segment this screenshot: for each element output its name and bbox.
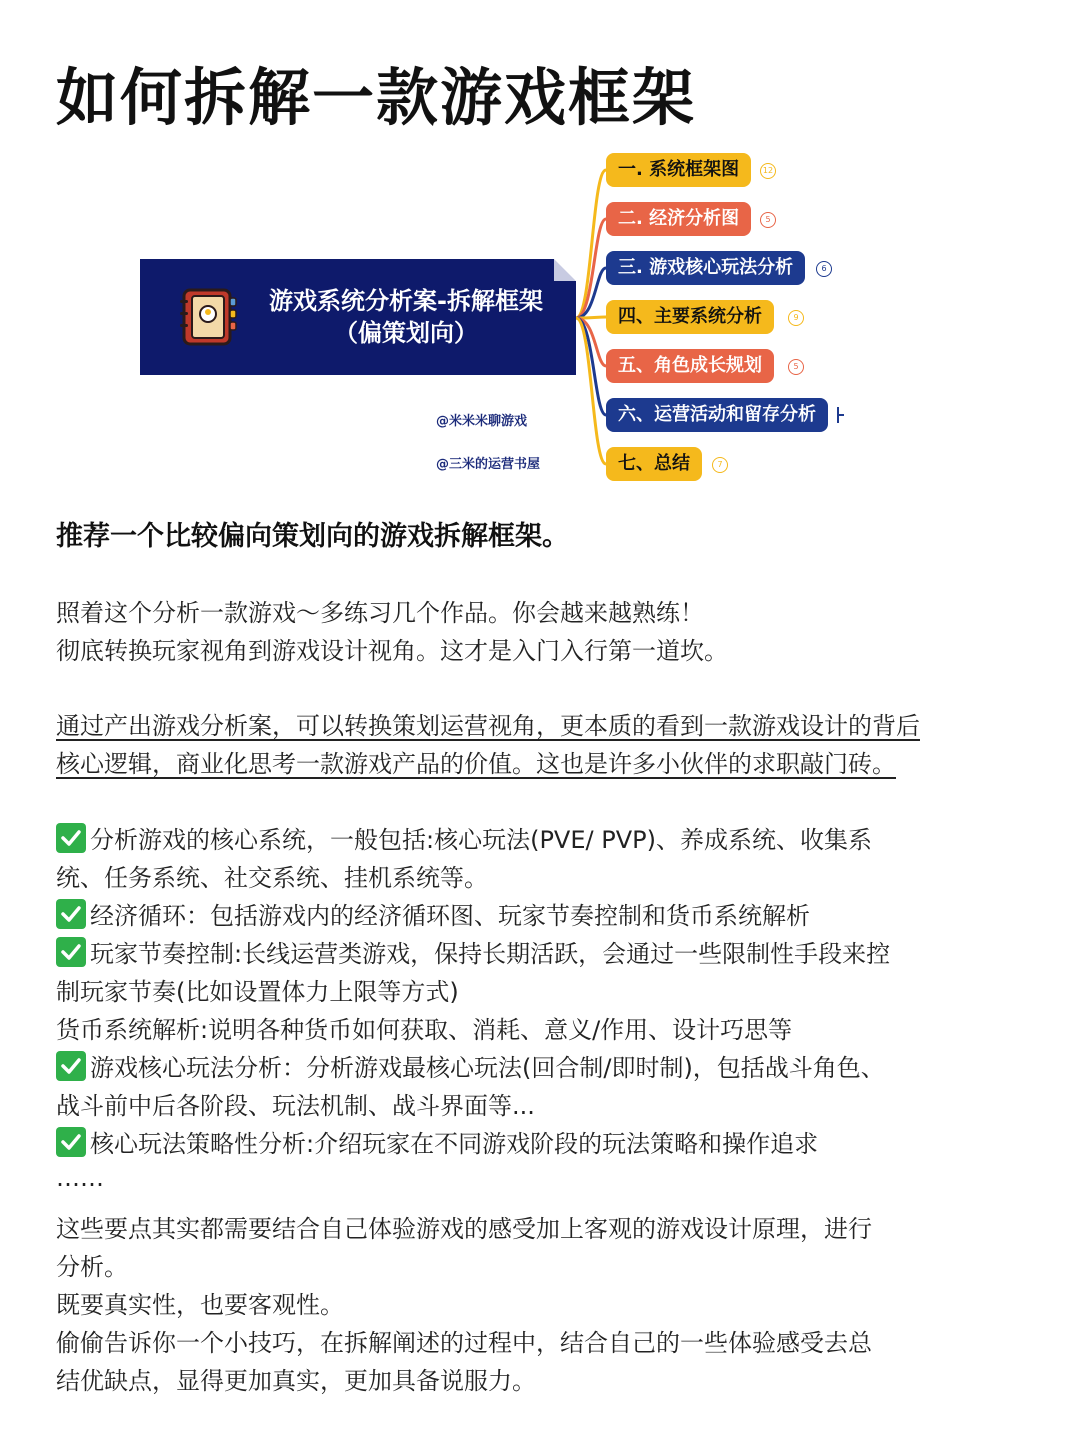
point-item-3 bbox=[56, 935, 1036, 973]
branch-count-5: 5 bbox=[788, 359, 804, 375]
highlight-line-1: 通过产出游戏分析案，可以转换策划运营视角，更本质的看到一款游戏设计的背后 bbox=[56, 712, 920, 740]
point-text: 经济循环：包括游戏内的经济循环图、玩家节奏控制和货币系统解析 bbox=[90, 902, 810, 930]
collapse-toggle-icon bbox=[836, 405, 846, 425]
branch-label: 六、运营活动和留存分析 bbox=[618, 404, 816, 425]
closing-line-2: 分析。 bbox=[56, 1253, 128, 1281]
closing-line-4: 偷偷告诉你一个小技巧，在拆解阐述的过程中，结合自己的一些体验感受去总 bbox=[56, 1329, 872, 1357]
page-title: 如何拆解一款游戏框架 bbox=[56, 61, 697, 134]
closing-paragraph bbox=[56, 1210, 1036, 1400]
intro-line-2: 彻底转换玩家视角到游戏设计视角。这才是入门入行第一道坎。 bbox=[56, 637, 728, 665]
branch-count-4: 9 bbox=[788, 310, 804, 326]
mind-map-root-title bbox=[256, 285, 556, 349]
closing-line-5: 结优缺点，显得更加真实，更加具备说服力。 bbox=[56, 1367, 536, 1395]
branch-label: 二. 经济分析图 bbox=[618, 208, 740, 229]
branch-node-3 bbox=[606, 251, 805, 285]
point-item-2 bbox=[56, 897, 1036, 935]
point-text: 分析游戏的核心系统，一般包括:核心玩法(PVE/ PVP)、养成系统、收集系 bbox=[90, 826, 872, 854]
check-mark-icon bbox=[56, 937, 86, 967]
point-text-cont: 制玩家节奏(比如设置体力上限等方式) bbox=[56, 978, 459, 1006]
check-mark-icon bbox=[56, 1127, 86, 1157]
check-mark-icon bbox=[56, 823, 86, 853]
point-text-cont: 战斗前中后各阶段、玩法机制、战斗界面等... bbox=[56, 1092, 535, 1120]
branch-label: 五、角色成长规划 bbox=[618, 355, 762, 376]
credit-2: @三米的运营书屋 bbox=[436, 457, 541, 472]
root-title-line-1: 游戏系统分析案-拆解框架 bbox=[269, 287, 543, 315]
mind-map-root bbox=[140, 259, 576, 375]
closing-line-1: 这些要点其实都需要结合自己体验游戏的感受加上客观的游戏设计原理，进行 bbox=[56, 1215, 872, 1243]
branch-label: 七、总结 bbox=[618, 453, 690, 474]
point-item-6 bbox=[56, 1125, 1036, 1163]
branch-label: 一. 系统框架图 bbox=[618, 159, 740, 180]
root-title-line-2: （偏策划向） bbox=[334, 319, 478, 347]
point-text: 玩家节奏控制:长线运营类游戏，保持长期活跃，会通过一些限制性手段来控 bbox=[90, 940, 891, 968]
branch-count-1: 12 bbox=[760, 163, 776, 179]
ellipsis-line: …… bbox=[56, 1164, 104, 1192]
page-fold bbox=[554, 259, 576, 281]
point-item-1 bbox=[56, 821, 1036, 859]
intro-line-1: 照着这个分析一款游戏～多练习几个作品。你会越来越熟练！ bbox=[56, 599, 704, 627]
point-text-cont: 统、任务系统、社交系统、挂机系统等。 bbox=[56, 864, 488, 892]
branch-node-4 bbox=[606, 300, 774, 334]
closing-line-3: 既要真实性，也要客观性。 bbox=[56, 1291, 344, 1319]
check-mark-icon bbox=[56, 899, 86, 929]
branch-node-6 bbox=[606, 398, 828, 432]
branch-count-2: 5 bbox=[760, 212, 776, 228]
branch-count-3: 6 bbox=[816, 261, 832, 277]
subheading: 推荐一个比较偏向策划向的游戏拆解框架。 bbox=[56, 521, 569, 552]
point-text: 核心玩法策略性分析:介绍玩家在不同游戏阶段的玩法策略和操作追求 bbox=[90, 1130, 819, 1158]
branch-label: 四、主要系统分析 bbox=[618, 306, 762, 327]
branch-node-1 bbox=[606, 153, 751, 187]
point-item-4: 货币系统解析:说明各种货币如何获取、消耗、意义/作用、设计巧思等 bbox=[56, 1016, 793, 1044]
branch-node-7 bbox=[606, 447, 702, 481]
point-text: 游戏核心玩法分析：分析游戏最核心玩法(回合制/即时制)，包括战斗角色、 bbox=[90, 1054, 885, 1082]
check-mark-icon bbox=[56, 1051, 86, 1081]
highlight-paragraph bbox=[56, 707, 1036, 783]
intro-paragraph bbox=[56, 594, 1036, 670]
branch-node-2 bbox=[606, 202, 751, 236]
mind-map bbox=[0, 140, 1080, 500]
point-item-5 bbox=[56, 1049, 1036, 1087]
points-list bbox=[56, 821, 1036, 1193]
branch-node-5 bbox=[606, 349, 774, 383]
credit-1: @米米米聊游戏 bbox=[436, 414, 528, 429]
highlight-line-2: 核心逻辑，商业化思考一款游戏产品的价值。这也是许多小伙伴的求职敲门砖。 bbox=[56, 750, 896, 778]
branch-label: 三. 游戏核心玩法分析 bbox=[618, 257, 794, 278]
notebook-icon bbox=[178, 286, 240, 348]
branch-count-7: 7 bbox=[712, 457, 728, 473]
